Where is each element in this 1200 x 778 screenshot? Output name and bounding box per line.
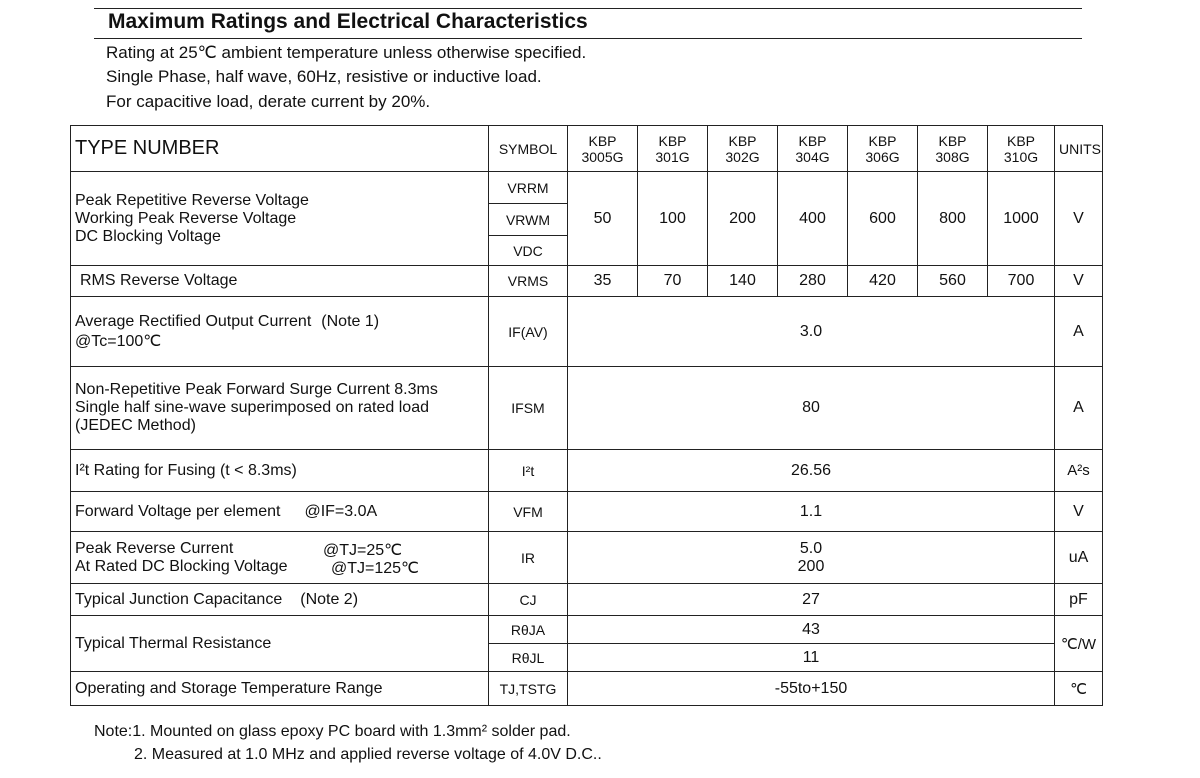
thermal-row-1 xyxy=(71,616,1103,644)
rms-desc: RMS Reverse Voltage xyxy=(71,266,489,297)
part-header-301g: KBP 301G xyxy=(638,126,708,172)
intro-line-1: Rating at 25℃ ambient temperature unless otherwise specified. xyxy=(106,43,587,62)
cj-row xyxy=(71,584,1103,616)
units-header: UNITS xyxy=(1055,126,1103,172)
intro-line-3: For capacitive load, derate current by 20%. xyxy=(106,92,431,111)
thermal-value-jl: 11 xyxy=(568,644,1055,672)
symbol-vrwm: VRWM xyxy=(489,204,568,236)
temp-row xyxy=(71,672,1103,706)
voltage-value: 600 xyxy=(848,172,918,266)
top-rule xyxy=(94,8,1082,9)
avg-current-desc: Average Rectified Output Current (Note 1) @Tc=100℃ xyxy=(71,297,489,367)
voltage-value: 100 xyxy=(638,172,708,266)
avg-current-value: 3.0 xyxy=(568,297,1055,367)
rms-value: 420 xyxy=(848,266,918,297)
cj-desc: Typical Junction Capacitance (Note 2) xyxy=(71,584,489,616)
voltage-value: 800 xyxy=(918,172,988,266)
symbol-tj-tstg: TJ,TSTG xyxy=(489,672,568,706)
part-header-308g: KBP 308G xyxy=(918,126,988,172)
note-2: 2. Measured at 1.0 MHz and applied reverse voltage of 4.0V D.C.. xyxy=(134,746,602,763)
i2t-desc: I²t Rating for Fusing (t < 8.3ms) xyxy=(71,450,489,492)
symbol-ifsm: IFSM xyxy=(489,367,568,450)
part-header-306g: KBP 306G xyxy=(848,126,918,172)
intro-line-2: Single Phase, half wave, 60Hz, resistive or inductive load. xyxy=(106,67,542,86)
symbol-vdc: VDC xyxy=(489,236,568,266)
temp-desc: Operating and Storage Temperature Range xyxy=(71,672,489,706)
symbol-vrms: VRMS xyxy=(489,266,568,297)
rms-unit: V xyxy=(1055,266,1103,297)
thermal-value-ja: 43 xyxy=(568,616,1055,644)
note-1: Note:1. Mounted on glass epoxy PC board with 1.3mm² solder pad. xyxy=(94,723,571,740)
surge-row xyxy=(71,367,1103,450)
symbol-vfm: VFM xyxy=(489,492,568,532)
ir-values: 5.0 200 xyxy=(568,532,1055,584)
voltage-desc: Peak Repetitive Reverse Voltage Working Peak Reverse Voltage DC Blocking Voltage xyxy=(71,172,489,266)
voltage-value: 50 xyxy=(568,172,638,266)
rms-value: 140 xyxy=(708,266,778,297)
part-header-310g: KBP 310G xyxy=(988,126,1055,172)
voltage-value: 400 xyxy=(778,172,848,266)
ir-unit: uA xyxy=(1055,532,1103,584)
surge-desc: Non-Repetitive Peak Forward Surge Current 8.3ms Single half sine-wave superimposed on rated load (JEDEC Method) xyxy=(71,367,489,450)
ir-row xyxy=(71,532,1103,584)
voltage-value: 200 xyxy=(708,172,778,266)
part-header-302g: KBP 302G xyxy=(708,126,778,172)
symbol-cj: CJ xyxy=(489,584,568,616)
symbol-ir: IR xyxy=(489,532,568,584)
rms-row xyxy=(71,266,1103,297)
thermal-unit: ℃/W xyxy=(1055,616,1103,672)
notes xyxy=(94,720,602,766)
symbol-rthjl: RθJL xyxy=(489,644,568,672)
symbol-i2t: I²t xyxy=(489,450,568,492)
cj-unit: pF xyxy=(1055,584,1103,616)
symbol-vrrm: VRRM xyxy=(489,172,568,204)
type-number-header: TYPE NUMBER xyxy=(71,126,489,172)
ir-desc: Peak Reverse Current @TJ=25℃ At Rated DC Blocking Voltage @TJ=125℃ xyxy=(71,532,489,584)
rms-value: 35 xyxy=(568,266,638,297)
ratings-table xyxy=(70,125,1103,706)
voltage-unit: V xyxy=(1055,172,1103,266)
rms-value: 280 xyxy=(778,266,848,297)
symbol-rthja: RθJA xyxy=(489,616,568,644)
vf-value: 1.1 xyxy=(568,492,1055,532)
temp-value: -55to+150 xyxy=(568,672,1055,706)
rms-value: 70 xyxy=(638,266,708,297)
avg-current-row xyxy=(71,297,1103,367)
avg-current-unit: A xyxy=(1055,297,1103,367)
surge-unit: A xyxy=(1055,367,1103,450)
header-row xyxy=(71,126,1103,172)
title-underline xyxy=(94,38,1082,39)
vf-unit: V xyxy=(1055,492,1103,532)
temp-unit: ℃ xyxy=(1055,672,1103,706)
part-header-3005g: KBP 3005G xyxy=(568,126,638,172)
rms-value: 700 xyxy=(988,266,1055,297)
vf-desc: Forward Voltage per element @IF=3.0A xyxy=(71,492,489,532)
voltage-value: 1000 xyxy=(988,172,1055,266)
i2t-row xyxy=(71,450,1103,492)
page-title: Maximum Ratings and Electrical Characteristics xyxy=(108,10,588,33)
cj-value: 27 xyxy=(568,584,1055,616)
symbol-ifav: IF(AV) xyxy=(489,297,568,367)
i2t-unit: A²s xyxy=(1055,450,1103,492)
surge-value: 80 xyxy=(568,367,1055,450)
voltage-row-1 xyxy=(71,172,1103,204)
symbol-header: SYMBOL xyxy=(489,126,568,172)
i2t-value: 26.56 xyxy=(568,450,1055,492)
rms-value: 560 xyxy=(918,266,988,297)
thermal-desc: Typical Thermal Resistance xyxy=(71,616,489,672)
part-header-304g: KBP 304G xyxy=(778,126,848,172)
vf-row xyxy=(71,492,1103,532)
